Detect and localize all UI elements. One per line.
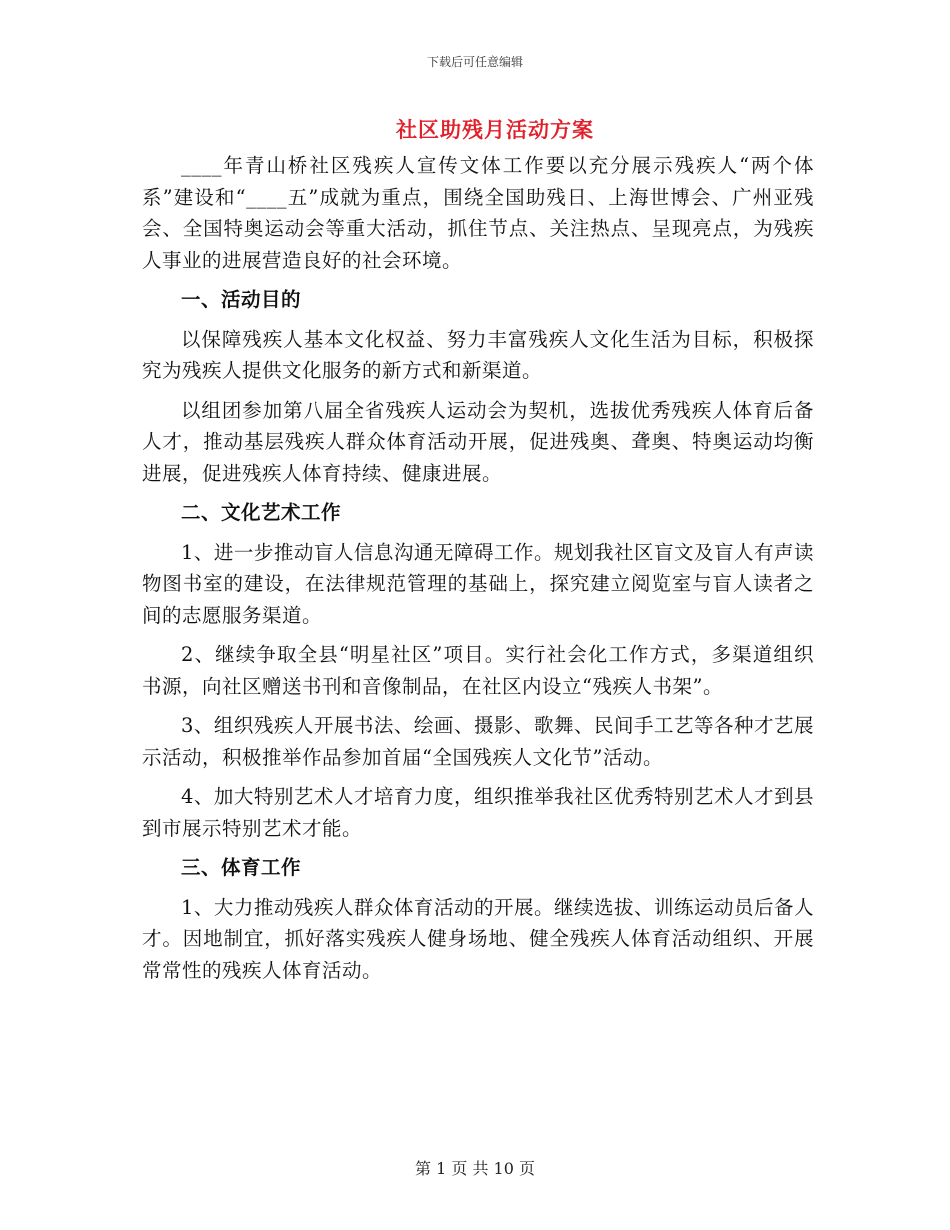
culture-paragraph-1: 1、进一步推动盲人信息沟通无障碍工作。规划我社区盲文及盲人有声读物图书室的建设，在法律规范管理的基础上，探究建立阅览室与盲人读者之间的志愿服务渠道。 bbox=[142, 540, 814, 627]
purpose-paragraph-2: 以组团参加第八届全省残疾人运动会为契机，选拔优秀残疾人体育后备人才，推动基层残疾人群众体育活动开展，促进残奥、聋奥、特奥运动均衡进展，促进残疾人体育持续、健康进展。 bbox=[142, 398, 814, 485]
culture-paragraph-2: 2、继续争取全县“明星社区”项目。实行社会化工作方式，多渠道组织书源，向社区赠送书刊和音像制品，在社区内设立“残疾人书架”。 bbox=[142, 643, 814, 698]
section-heading-culture: 二、文化艺术工作 bbox=[181, 501, 342, 524]
section-heading-sports: 三、体育工作 bbox=[181, 856, 302, 879]
culture-paragraph-4: 4、加大特别艺术人才培育力度，组织推举我社区优秀特别艺术人才到县到市展示特别艺术才能。 bbox=[142, 785, 814, 840]
document-title: 社区助残月活动方案 bbox=[396, 117, 594, 142]
sports-paragraph-1: 1、大力推动残疾人群众体育活动的开展。继续选拔、训练运动员后备人才。因地制宜，抓好落实残疾人健身场地、健全残疾人体育活动组织、开展常常性的残疾人体育活动。 bbox=[142, 895, 814, 982]
section-heading-purpose: 一、活动目的 bbox=[181, 288, 302, 311]
purpose-paragraph-1: 以保障残疾人基本文化权益、努力丰富残疾人文化生活为目标，积极探究为残疾人提供文化服务的新方式和新渠道。 bbox=[142, 327, 814, 382]
intro-paragraph: ____年青山桥社区残疾人宣传文体工作要以充分展示残疾人“两个体系”建设和“____五”成就为重点，围绕全国助残日、上海世博会、广州亚残会、全国特奥运动会等重大活动，抓住节点、关注热点、呈现亮点，为残疾人事业的进展营造良好的社会环境。 bbox=[142, 154, 814, 272]
header-note: 下载后可任意编辑 bbox=[426, 55, 523, 69]
page-number: 第 1 页 共 10 页 bbox=[415, 1159, 535, 1178]
culture-paragraph-3: 3、组织残疾人开展书法、绘画、摄影、歌舞、民间手工艺等各种才艺展示活动，积极推举作品参加首届“全国残疾人文化节”活动。 bbox=[142, 714, 814, 769]
document-body bbox=[142, 150, 814, 994]
